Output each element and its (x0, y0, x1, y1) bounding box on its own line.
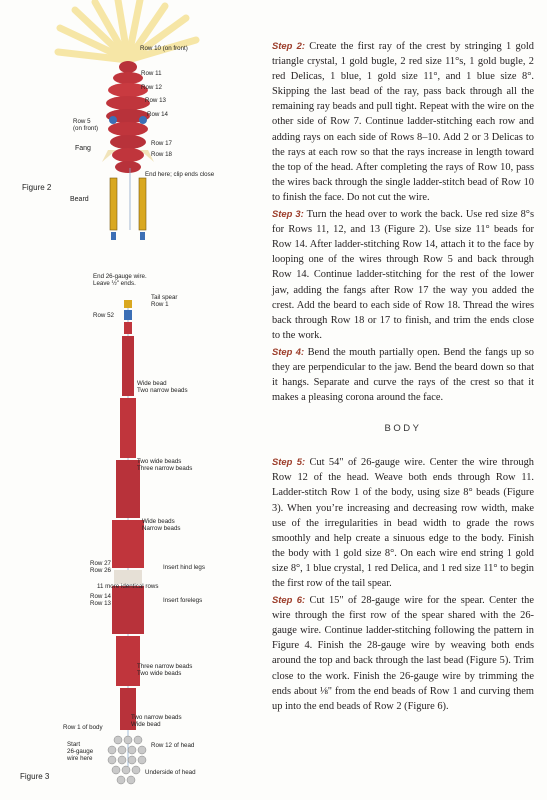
beard (110, 168, 146, 240)
label-threenarrow: Three narrow beads Two wide beads (137, 663, 193, 677)
step-4: Step 4: Bend the mouth partially open. Bend the fangs up so they are perpendicular to the jaw. Bend the beard down so that it hangs. Separate and curve the rays of the crest so that it makes a pleasing corona around the face. (272, 345, 535, 404)
label-endhere: End here; clip ends close (145, 171, 215, 178)
label-twowide: Two wide beads Three narrow beads (137, 458, 193, 472)
label-row13: Row 13 (145, 97, 166, 104)
label-row11: Row 11 (141, 70, 162, 77)
label-row14: Row 14 (147, 111, 168, 118)
label-twonarrow: Two narrow beads Wide bead (131, 714, 182, 728)
label-underside: Underside of head (145, 769, 196, 776)
label-row52: Row 52 (93, 312, 114, 319)
label-hindlegs: Insert hind legs (163, 564, 205, 571)
figure2-title: Figure 2 (22, 183, 52, 192)
label-identical: 11 more identical rows (97, 583, 159, 590)
label-row18: Row 18 (151, 151, 172, 158)
label-row1body: Row 1 of body (63, 724, 103, 731)
label-row5: Row 5 (on front) (73, 118, 99, 132)
label-widenarrow: Wide beads Narrow beads (142, 518, 181, 532)
label-start26: Start 26-gauge wire here (67, 741, 94, 762)
step-2: Step 2: Create the first ray of the crest by stringing 1 gold triangle crystal, 1 gold bugle, 2 red size 11°s, 1 gold bugle, 2 red Delicas, 1 blue, 1 gold size 11°, and 1 blue size 8°. Skipping the last bead of the ray, pass back through all the remaining ray beads and pull tight. Repeat with the wire on the other side of Row 7. Continue ladder-stitching each row and adding rays on each side of Rows 8–10. Add 2 or 3 Delicas to the rays at each row so that the rays increase in length toward the top of the head. After completing the rays of Row 10, pass the wires back through the single ladder-stitch bead of Row 10 to finish the face. Do not cut the wire. (272, 40, 535, 203)
step-5: Step 5: Cut 54" of 26-gauge wire. Center the wire through Row 12 of the head. Weave both ends through Row 11. Ladder-stitch Row 1 of the body, using size 8° beads (Figure 3). When you’re increasing and decreasing row width, make use of the irregularities in bead width to grade the rows smoothly and help create a sinuous edge to the body. Finish the body with 1 gold size 8°. On each wire end string 1 gold size 8°, 1 blue crystal, 1 red Delica, and 1 red size 11° to begin the first row of the tail spear. (272, 456, 534, 589)
bead-illustrations (0, 0, 268, 800)
label-widebead1: Wide bead Two narrow beads (137, 380, 188, 394)
label-row12head: Row 12 of head (151, 742, 195, 749)
label-fang: Fang (75, 145, 91, 152)
label-end26: End 26-gauge wire. Leave ½" ends. (93, 273, 147, 287)
label-row27: Row 27 Row 26 (90, 560, 111, 574)
label-row14-13: Row 14 Row 13 (90, 593, 111, 607)
figures-column (0, 0, 268, 800)
figure3-title: Figure 3 (20, 772, 50, 781)
label-tailspear: Tail spear Row 1 (151, 294, 178, 308)
label-beard: Beard (70, 196, 89, 203)
body-column (108, 300, 146, 784)
step-3: Step 3: Turn the head over to work the back. Use red size 8°s for Rows 11, 12, and 13 (Figure 2). Use size 11° beads for Row 14. After ladder-stitching Row 14, attach it to the face by looping one of the wires through Row 5 and back through Row 14. Continue ladder-stitching for the rest of the lower jaw, adding the fangs after Row 17 the way you added the crest. Add the beard to each side of Row 18. Thread the wires back through Row 18 or 17 to finish, and trim the ends close to the work. (272, 208, 535, 341)
label-forelegs: Insert forelegs (163, 597, 203, 604)
label-row12: Row 12 (141, 84, 162, 91)
section-heading-body: BODY (384, 423, 422, 435)
label-row17: Row 17 (151, 140, 172, 147)
label-row10: Row 10 (on front) (140, 45, 188, 52)
instructions-column (272, 38, 534, 715)
step-6: Step 6: Cut 15" of 28-gauge wire for the spear. Center the wire through the first row of the spear shared with the 26-gauge wire. Continue ladder-stitching following the pattern in Figure 4. Finish the 28-gauge wire by weaving both ends around the top and back through the last bead (Figure 5). Trim close to the work. Finish the 26-gauge wire by trimming the ends about ⅛" from the end beads of Row 1 and curving them up into the end beads of Row 2 (Figure 6). (272, 594, 534, 712)
